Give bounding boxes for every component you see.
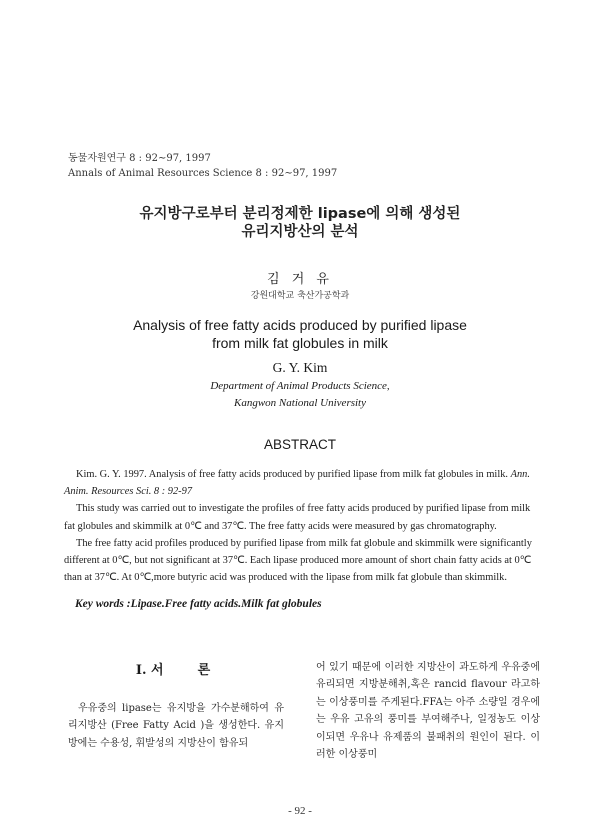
body-column-right: 어 있기 때문에 이러한 지방산이 과도하게 우유중에 유리되면 지방분해취,혹은 rancid flavour 라고하는 이상풍미를 주게된다.FFA는 아주 소량일 경우에는 우유 고유의 풍미를 부여해주나, 일정농도 이상이되면 우유나 유제품의 불패취의 원인이 된다. 이러한 이상풍미: [316, 662, 540, 761]
english-affiliation: [0, 378, 600, 412]
english-title-line2: from milk fat globules in milk: [212, 335, 388, 351]
abstract-body: [64, 466, 542, 586]
abstract-citation-text: Kim. G. Y. 1997. Analysis of free fatty acids produced by purified lipase from milk fat globules in milk.: [76, 469, 508, 480]
korean-title-line1: 유지방구로부터 분리정제한 lipase에 의해 생성된: [139, 206, 461, 222]
keywords: Key words :Lipase.Free fatty acids.Milk fat globules: [75, 598, 322, 610]
section-title: 론: [197, 663, 211, 678]
korean-author: 김 거 유: [267, 272, 333, 287]
english-author: G. Y. Kim: [272, 360, 328, 375]
journal-citation-korean: 동물자원연구 8 : 92∼97, 1997: [68, 153, 211, 164]
abstract-paragraph-1: This study was carried out to investigate the profiles of free fatty acids produced by purified lipase from milk fat globules and skimmilk at 0℃ and 37℃. The free fatty acids were measured by gas chromatography.: [64, 503, 531, 532]
korean-title-line2: 유리지방산의 분석: [241, 224, 359, 240]
abstract-citation: [64, 466, 542, 500]
journal-citation-english: Annals of Animal Resources Science 8 : 92∼97, 1997: [68, 168, 338, 179]
page-number: - 92 -: [288, 805, 312, 817]
abstract-heading: ABSTRACT: [263, 437, 336, 452]
english-affiliation-line2: Kangwon National University: [234, 397, 366, 409]
english-affiliation-line1: Department of Animal Products Science,: [210, 380, 390, 392]
korean-title: [0, 205, 600, 241]
body-column-left: 우유중의 lipase는 유지방을 가수분해하여 유리지방산 (Free Fatty Acid )을 생성한다. 유지방에는 수용성, 휘발성의 지방산이 함유되: [68, 703, 284, 749]
journal-citation: [68, 151, 337, 181]
english-title: [0, 316, 600, 352]
korean-affiliation: 강원대학교 축산가공학과: [250, 291, 350, 301]
abstract-paragraph-2: The free fatty acid profiles produced by purified lipase from milk fat globule and skimmilk were significantly different at 0℃, but not significant at 37℃. Each lipase produced more amount of short chain fatty acids at 0℃ than at 37℃. At 0℃,more butyric acid was produced with the lipase from milk fat globule than skimmilk.: [64, 537, 532, 584]
section-heading-introduction: [68, 659, 278, 678]
abstract-citation-journal: Ann. Anim. Resources Sci. 8 : 92-97: [64, 469, 530, 498]
english-title-line1: Analysis of free fatty acids produced by purified lipase: [133, 317, 467, 333]
section-number: Ⅰ. 서: [135, 663, 164, 678]
